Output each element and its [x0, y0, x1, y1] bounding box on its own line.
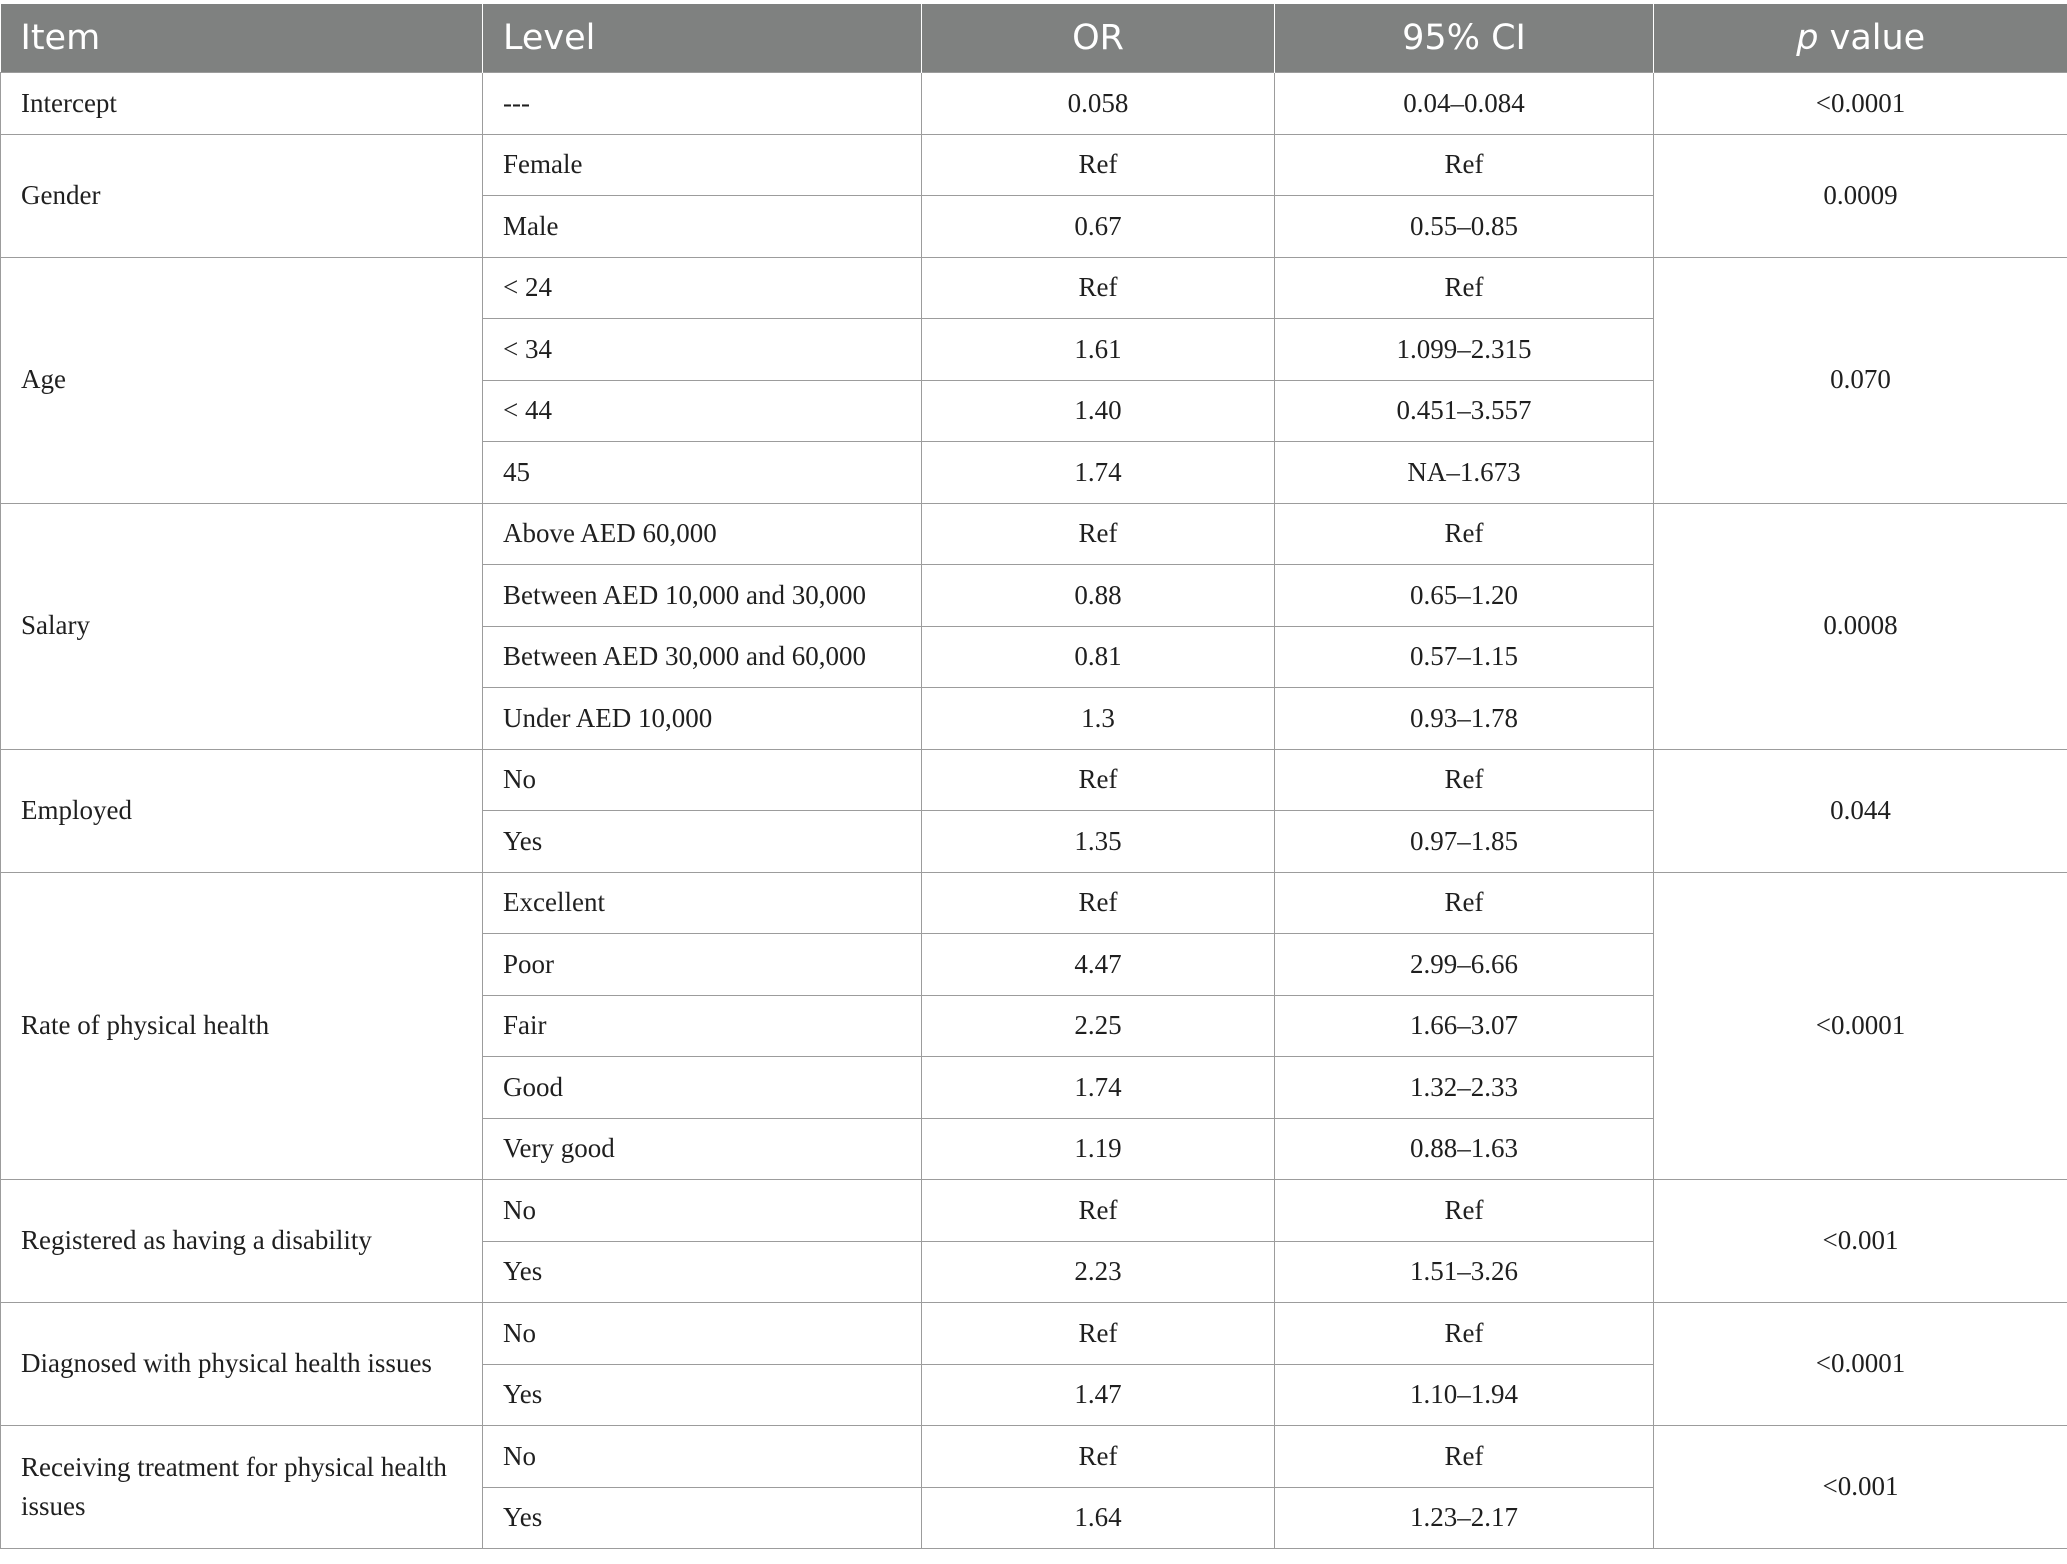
level-cell: 45: [483, 442, 922, 504]
or-cell: 1.64: [922, 1487, 1275, 1549]
ci-cell: Ref: [1275, 1303, 1654, 1365]
ci-cell: 1.10–1.94: [1275, 1364, 1654, 1426]
ci-cell: Ref: [1275, 257, 1654, 319]
header-row: [1, 4, 2067, 73]
p-value-cell: <0.0001: [1654, 872, 2067, 1180]
level-cell: No: [483, 1303, 922, 1365]
table-body: [1, 73, 2067, 1549]
item-cell: Intercept: [1, 73, 483, 135]
ci-cell: 0.04–0.084: [1275, 73, 1654, 135]
table-row: [1, 134, 2067, 196]
item-cell: Salary: [1, 503, 483, 749]
item-cell: Diagnosed with physical health issues: [1, 1303, 483, 1426]
level-cell: < 44: [483, 380, 922, 442]
table-row: [1, 749, 2067, 811]
table-row: [1, 257, 2067, 319]
or-cell: 4.47: [922, 934, 1275, 996]
or-cell: Ref: [922, 134, 1275, 196]
ci-cell: 1.66–3.07: [1275, 995, 1654, 1057]
item-cell: Registered as having a disability: [1, 1180, 483, 1303]
ci-cell: Ref: [1275, 1426, 1654, 1488]
level-cell: Male: [483, 196, 922, 258]
ci-cell: Ref: [1275, 749, 1654, 811]
table-row: [1, 73, 2067, 135]
table-row: [1, 1426, 2067, 1488]
ci-cell: Ref: [1275, 134, 1654, 196]
level-cell: Female: [483, 134, 922, 196]
level-cell: Yes: [483, 1364, 922, 1426]
p-value-cell: <0.0001: [1654, 1303, 2067, 1426]
header-p-italic: p: [1796, 18, 1819, 58]
header-or: OR: [922, 4, 1275, 73]
level-cell: Poor: [483, 934, 922, 996]
or-cell: 0.058: [922, 73, 1275, 135]
or-cell: Ref: [922, 872, 1275, 934]
p-value-cell: 0.070: [1654, 257, 2067, 503]
table-row: [1, 503, 2067, 565]
level-cell: Yes: [483, 811, 922, 873]
p-value-cell: <0.0001: [1654, 73, 2067, 135]
or-cell: 1.19: [922, 1118, 1275, 1180]
level-cell: Under AED 10,000: [483, 688, 922, 750]
or-cell: Ref: [922, 503, 1275, 565]
or-cell: 1.3: [922, 688, 1275, 750]
level-cell: Very good: [483, 1118, 922, 1180]
or-cell: 1.74: [922, 1057, 1275, 1119]
p-value-cell: 0.044: [1654, 749, 2067, 872]
ci-cell: 1.51–3.26: [1275, 1241, 1654, 1303]
table-header: [1, 4, 2067, 73]
ci-cell: 0.93–1.78: [1275, 688, 1654, 750]
or-cell: Ref: [922, 1180, 1275, 1242]
or-cell: Ref: [922, 1303, 1275, 1365]
ci-cell: 1.099–2.315: [1275, 319, 1654, 381]
item-cell: Rate of physical health: [1, 872, 483, 1180]
or-cell: 2.23: [922, 1241, 1275, 1303]
item-cell: Age: [1, 257, 483, 503]
level-cell: No: [483, 749, 922, 811]
or-cell: 1.74: [922, 442, 1275, 504]
or-cell: 1.35: [922, 811, 1275, 873]
or-cell: 1.40: [922, 380, 1275, 442]
ci-cell: 1.23–2.17: [1275, 1487, 1654, 1549]
or-cell: Ref: [922, 749, 1275, 811]
p-value-cell: <0.001: [1654, 1426, 2067, 1549]
p-value-cell: 0.0009: [1654, 134, 2067, 257]
level-cell: < 34: [483, 319, 922, 381]
level-cell: Fair: [483, 995, 922, 1057]
regression-table: [0, 4, 2067, 1549]
ci-cell: 0.55–0.85: [1275, 196, 1654, 258]
ci-cell: 1.32–2.33: [1275, 1057, 1654, 1119]
or-cell: 0.81: [922, 626, 1275, 688]
ci-cell: 0.65–1.20: [1275, 565, 1654, 627]
level-cell: Excellent: [483, 872, 922, 934]
p-value-cell: <0.001: [1654, 1180, 2067, 1303]
level-cell: Good: [483, 1057, 922, 1119]
p-value-cell: 0.0008: [1654, 503, 2067, 749]
or-cell: 0.88: [922, 565, 1275, 627]
ci-cell: NA–1.673: [1275, 442, 1654, 504]
ci-cell: Ref: [1275, 503, 1654, 565]
or-cell: 1.47: [922, 1364, 1275, 1426]
header-item: Item: [1, 4, 483, 73]
ci-cell: 0.451–3.557: [1275, 380, 1654, 442]
level-cell: < 24: [483, 257, 922, 319]
level-cell: Between AED 10,000 and 30,000: [483, 565, 922, 627]
ci-cell: Ref: [1275, 872, 1654, 934]
level-cell: Above AED 60,000: [483, 503, 922, 565]
ci-cell: 0.88–1.63: [1275, 1118, 1654, 1180]
header-ci: 95% CI: [1275, 4, 1654, 73]
table-row: [1, 1303, 2067, 1365]
ci-cell: 0.97–1.85: [1275, 811, 1654, 873]
or-cell: 2.25: [922, 995, 1275, 1057]
level-cell: ---: [483, 73, 922, 135]
or-cell: 1.61: [922, 319, 1275, 381]
ci-cell: 0.57–1.15: [1275, 626, 1654, 688]
item-cell: Gender: [1, 134, 483, 257]
header-level: Level: [483, 4, 922, 73]
level-cell: Yes: [483, 1487, 922, 1549]
item-cell: Receiving treatment for physical health issues: [1, 1426, 483, 1549]
or-cell: 0.67: [922, 196, 1275, 258]
ci-cell: 2.99–6.66: [1275, 934, 1654, 996]
level-cell: Between AED 30,000 and 60,000: [483, 626, 922, 688]
header-p-value: [1654, 4, 2067, 73]
table-row: [1, 872, 2067, 934]
level-cell: No: [483, 1180, 922, 1242]
level-cell: No: [483, 1426, 922, 1488]
or-cell: Ref: [922, 1426, 1275, 1488]
table-row: [1, 1180, 2067, 1242]
or-cell: Ref: [922, 257, 1275, 319]
ci-cell: Ref: [1275, 1180, 1654, 1242]
item-cell: Employed: [1, 749, 483, 872]
header-p-rest: value: [1818, 18, 1926, 58]
level-cell: Yes: [483, 1241, 922, 1303]
